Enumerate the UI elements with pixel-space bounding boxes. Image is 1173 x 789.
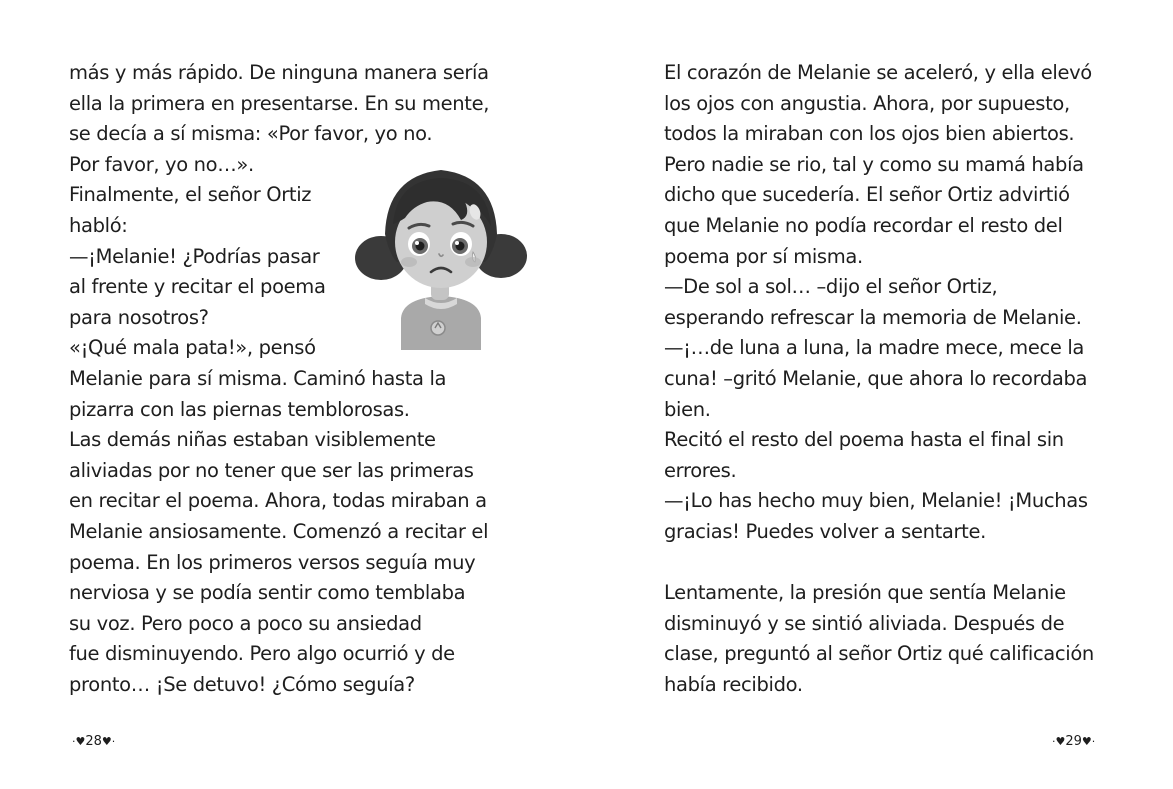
left-text-line: poema. En los primeros versos seguía muy [69,550,476,574]
left-text-line: en recitar el poema. Ahora, todas miraban a [69,489,487,513]
right-page [664,58,1114,700]
page-number: 28 [85,734,102,749]
right-text-line: errores. [664,458,737,482]
left-text-line: fue disminuyendo. Pero algo ocurrió y de [69,642,455,666]
right-text-line: esperando refrescar la memoria de Melanie. [664,305,1082,329]
left-text-line: aliviadas por no tener que ser las primeras [69,458,474,482]
right-text-line: cuna! –gritó Melanie, que ahora lo recordaba [664,366,1088,390]
left-text-line: ella la primera en presentarse. En su mente, [69,91,490,115]
heart-ornament-icon: ♥· [1081,735,1096,748]
page-number: 29 [1065,734,1082,749]
right-text-line: Pero nadie se rio, tal y como su mamá había [664,152,1084,176]
right-text-line: —¡…de luna a luna, la madre mece, mece la [664,336,1085,360]
right-text-line: gracias! Puedes volver a sentarte. [664,519,986,543]
left-text-line: —¡Melanie! ¿Podrías pasar [69,244,320,268]
heart-ornament-icon: ·♥ [1052,735,1066,748]
right-text-line: bien. [664,397,711,421]
left-text-line: Melanie para sí misma. Caminó hasta la [69,366,447,390]
left-text-line: se decía a sí misma: «Por favor, yo no. [69,122,433,146]
worried-girl-illustration [353,158,528,350]
right-text-line: dicho que sucedería. El señor Ortiz advirtió [664,183,1070,207]
left-text-line: Finalmente, el señor Ortiz [69,183,312,207]
right-text-line: había recibido. [664,672,803,696]
left-text-line: pizarra con las piernas temblorosas. [69,397,410,421]
left-text-line: Melanie ansiosamente. Comenzó a recitar el [69,519,489,543]
left-text-line: nerviosa y se podía sentir como temblaba [69,581,466,605]
left-text-line: Las demás niñas estaban visiblemente [69,428,436,452]
left-text-line: su voz. Pero poco a poco su ansiedad [69,611,422,635]
right-text-line: que Melanie no podía recordar el resto del [664,213,1063,237]
left-text-line: para nosotros? [69,305,209,329]
left-text-line: más y más rápido. De ninguna manera sería [69,61,489,84]
heart-ornament-icon: ♥· [101,735,116,748]
right-text-line: —De sol a sol… –dijo el señor Ortiz, [664,275,998,299]
left-text-line: al frente y recitar el poema [69,275,326,299]
left-page [69,58,509,700]
heart-ornament-icon: ·♥ [72,735,86,748]
right-text-line: El corazón de Melanie se aceleró, y ella elevó [664,61,1092,84]
left-text-line: pronto… ¡Se detuvo! ¿Cómo seguía? [69,672,415,696]
left-text-line: Por favor, yo no…». [69,152,254,176]
right-text-line [664,548,1114,579]
right-text-line: Recitó el resto del poema hasta el final sin [664,428,1064,452]
right-text-line: los ojos con angustia. Ahora, por supuesto, [664,91,1070,115]
right-text-line: —¡Lo has hecho muy bien, Melanie! ¡Muchas [664,489,1088,513]
page-number-right [1052,734,1095,750]
right-text-line: todos la miraban con los ojos bien abiertos. [664,122,1075,146]
right-text-line: clase, preguntó al señor Ortiz qué calificación [664,642,1094,666]
page-number-left [72,734,115,750]
right-text-line: Lentamente, la presión que sentía Melanie [664,581,1066,605]
left-text-line: «¡Qué mala pata!», pensó [69,336,316,360]
left-text-line: habló: [69,213,128,237]
right-text-line: disminuyó y se sintió aliviada. Después de [664,611,1065,635]
right-text-line: poema por sí misma. [664,244,863,268]
